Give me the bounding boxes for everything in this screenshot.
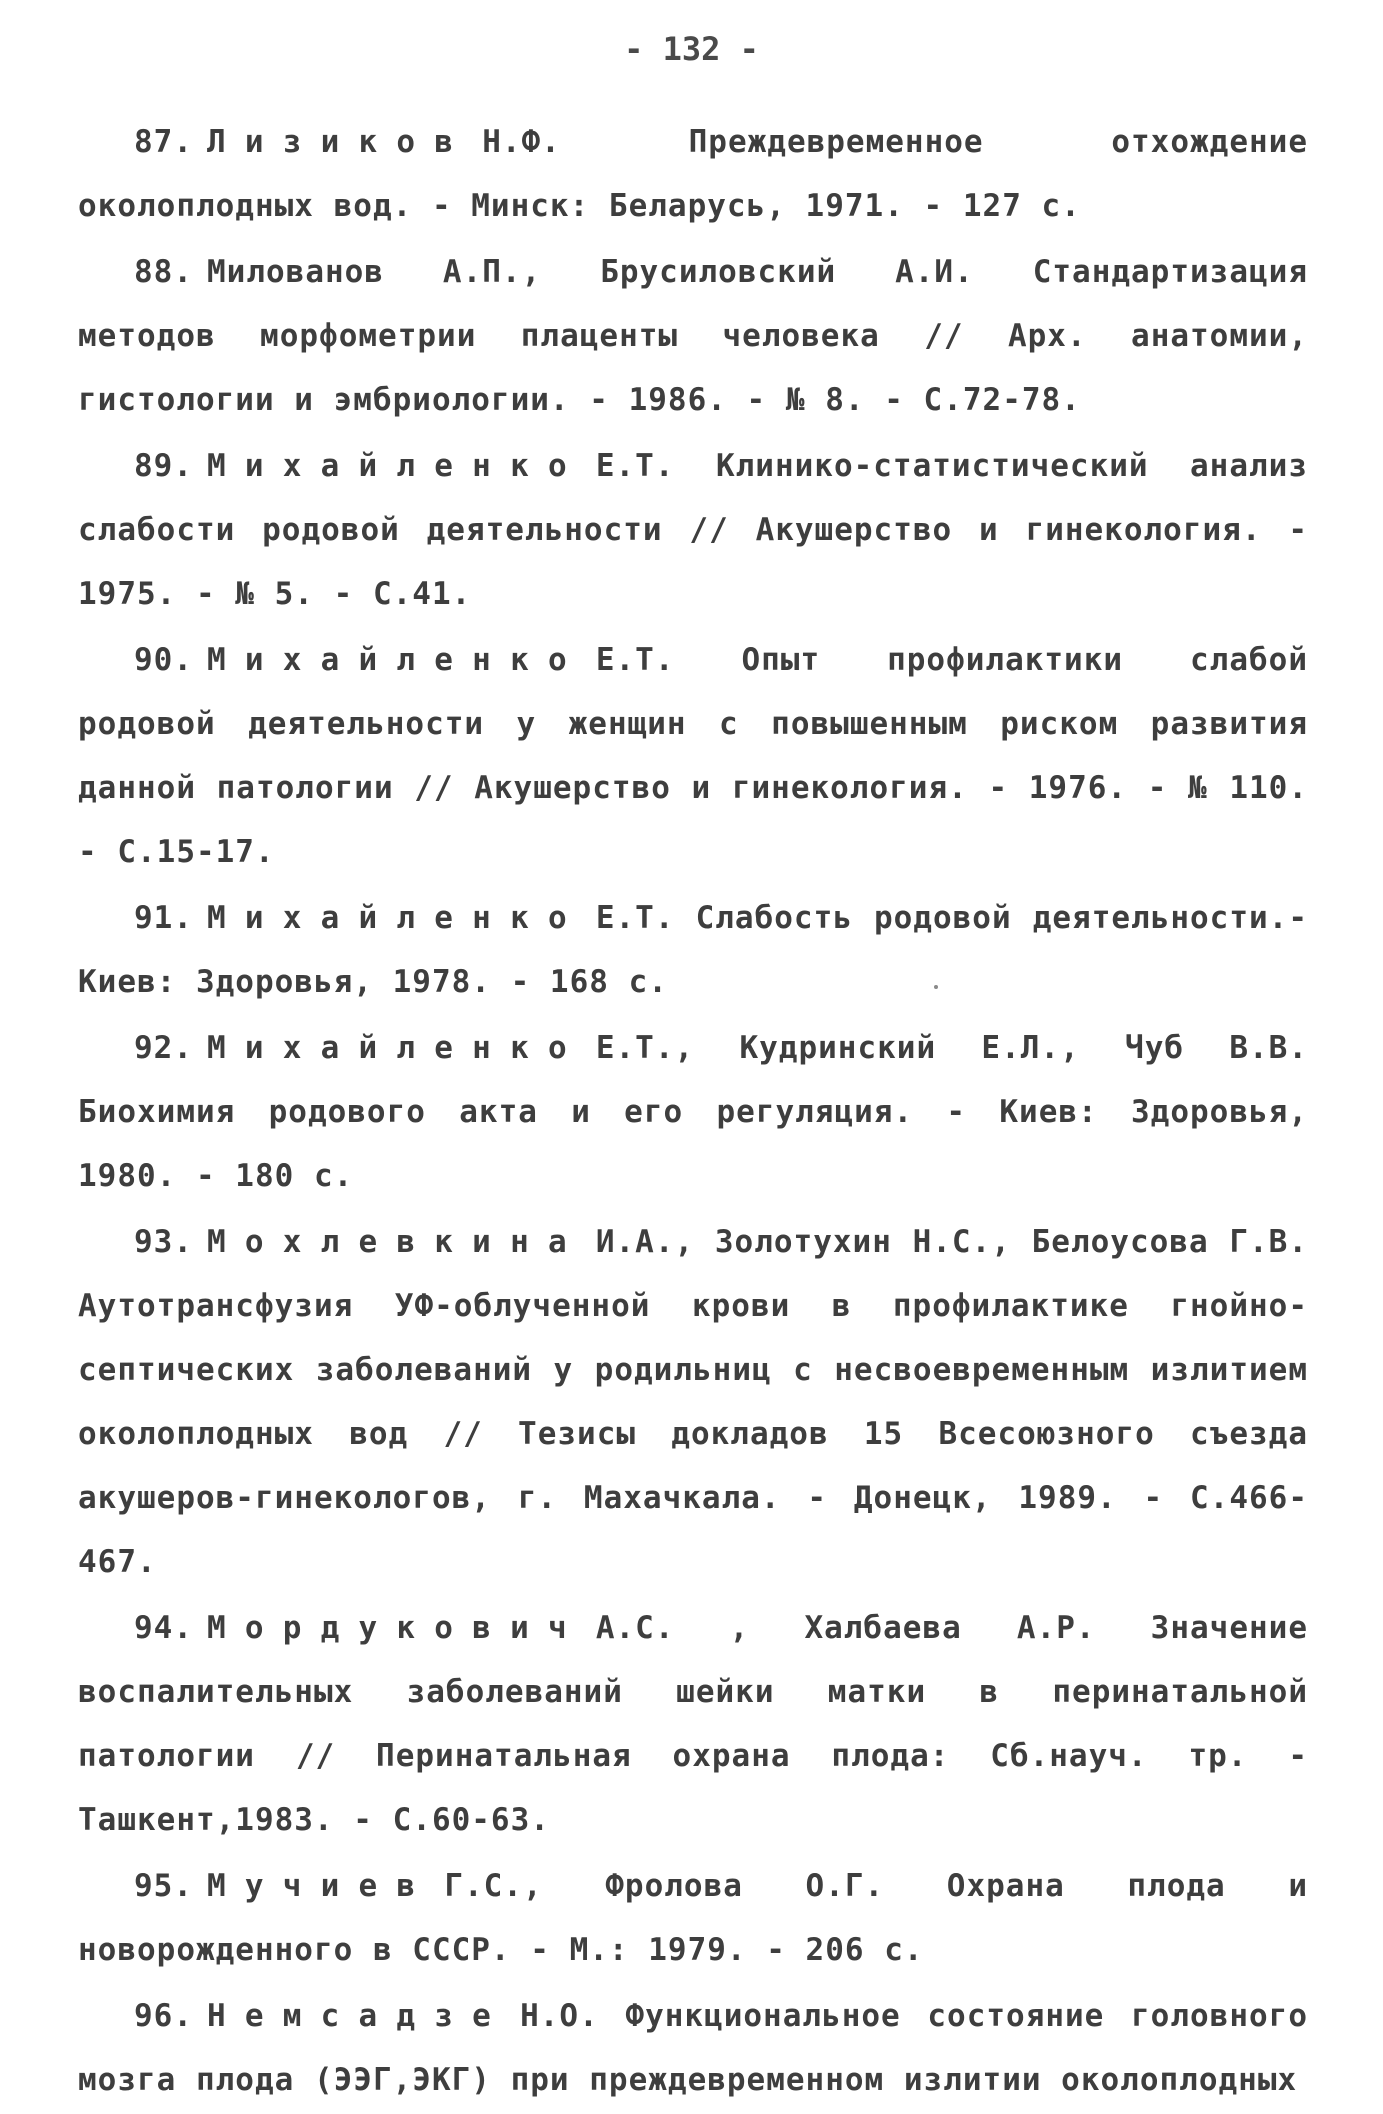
- scan-speck: [934, 985, 938, 989]
- reference-item: 88. Милованов А.П., Брусиловский А.И. Стандартизация методов морфометрии плаценты человека // Арх. анатомии, гистологии и эмбриологии. - 1986. - № 8. - С.72-78.: [78, 254, 1308, 418]
- reference-item: 96. Немсадзе Н.О. Функциональное состояние головного мозга плода (ЭЭГ,ЭКГ) при преждевременном излитии околоплодных: [78, 1998, 1308, 2098]
- reference-item: 94. Мордукович А.С. , Халбаева А.Р. Значение воспалительных заболеваний шейки матки в перинатальной патологии // Перинатальная охрана плода: Сб.науч. тр. - Ташкент,1983. - С.60-63.: [78, 1610, 1308, 1838]
- reference-item: 89. Михайленко Е.Т. Клинико-статистический анализ слабости родовой деятельности // Акушерство и гинекология. - 1975. - № 5. - С.41.: [78, 448, 1308, 612]
- reference-item: 91. Михайленко Е.Т. Слабость родовой деятельности.- Киев: Здоровья, 1978. - 168 с.: [78, 900, 1308, 1000]
- reference-author: Мохлевкина: [207, 1224, 586, 1260]
- reference-author: Мордукович: [207, 1610, 586, 1646]
- reference-author: Немсадзе: [207, 1998, 511, 2034]
- reference-author: Михайленко: [207, 1030, 586, 1066]
- reference-item: 95. Мучиев Г.С., Фролова О.Г. Охрана плода и новорожденного в СССР. - М.: 1979. - 206 с.: [78, 1868, 1308, 1968]
- reference-item: 93. Мохлевкина И.А., Золотухин Н.С., Белоусова Г.В. Аутотрансфузия УФ-облученной крови в профилактике гнойно-септических заболеваний у родильниц с несвоевременным излитием околоплодных вод // Тезисы докладов 15 Всесоюзного съезда акушеров-гинекологов, г. Махачкала. - Донецк, 1989. - С.466-467.: [78, 1224, 1308, 1580]
- reference-list: [78, 110, 1308, 2114]
- reference-item: 90. Михайленко Е.Т. Опыт профилактики слабой родовой деятельности у женщин с повышенным риском развития данной патологии // Акушерство и гинекология. - 1976. - № 110. - С.15-17.: [78, 642, 1308, 870]
- reference-author: Мучиев: [207, 1868, 435, 1904]
- reference-author: Михайленко: [207, 642, 586, 678]
- reference-author: Михайленко: [207, 448, 586, 484]
- reference-author: Лизиков: [207, 124, 473, 160]
- reference-item: 87. Лизиков Н.Ф. Преждевременное отхождение околоплодных вод. - Минск: Беларусь, 1971. - 127 с.: [78, 124, 1308, 224]
- reference-author: Михайленко: [207, 900, 586, 936]
- reference-item: 92. Михайленко Е.Т., Кудринский Е.Л., Чуб В.В. Биохимия родового акта и его регуляция. - Киев: Здоровья, 1980. - 180 с.: [78, 1030, 1308, 1194]
- page-number: - 132 -: [624, 30, 759, 68]
